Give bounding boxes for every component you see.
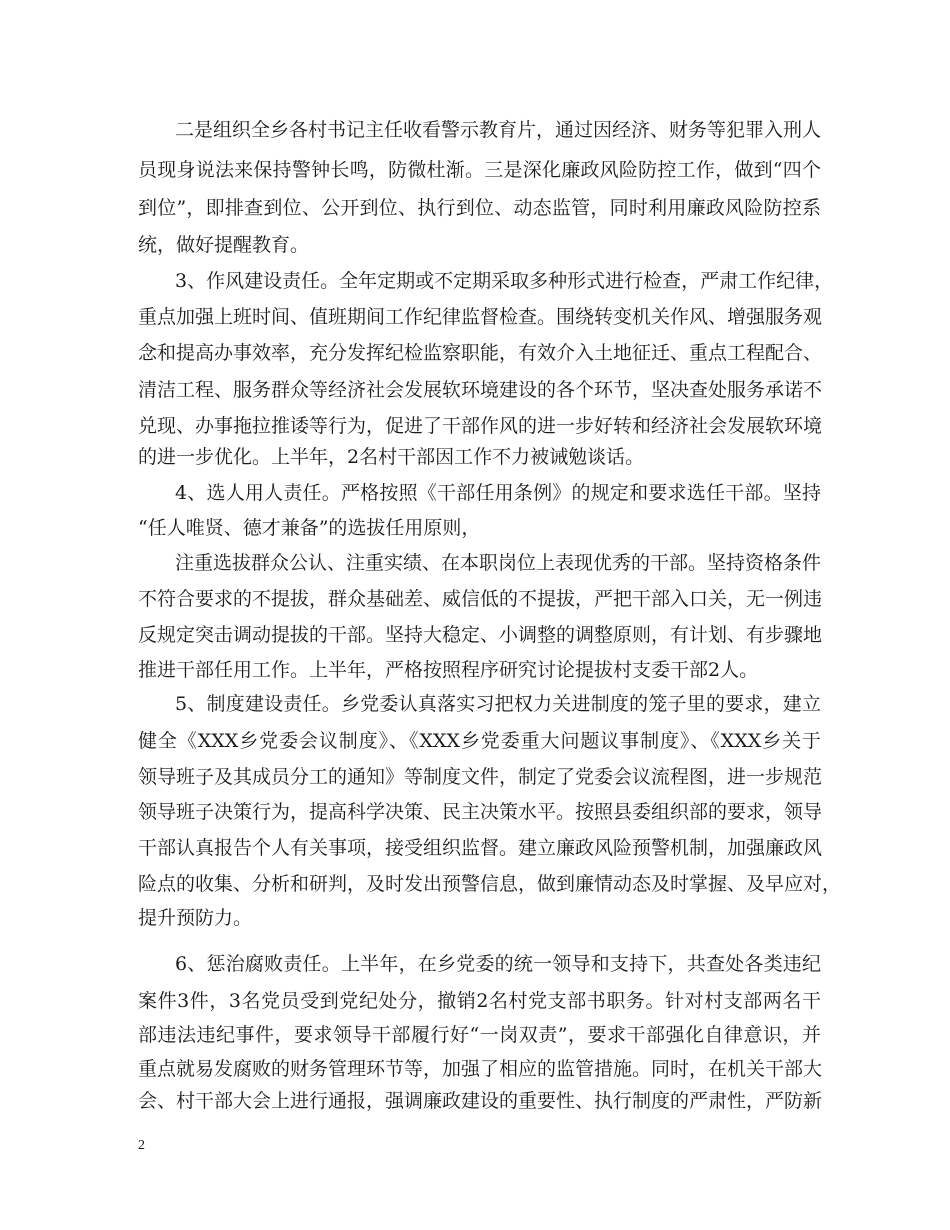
text-line <box>0 193 950 223</box>
text-line-content: 5、制度建设责任。乡党委认真落实习把权力关进制度的笼子里的要求，建立 <box>175 693 821 715</box>
text-line <box>0 584 950 614</box>
text-line <box>0 762 950 792</box>
text-line-content: 6、惩治腐败责任。上半年，在乡党委的统一领导和支持下，共查处各类违纪 <box>175 953 821 975</box>
text-line-content: 统，做好提醒教育。 <box>138 234 310 256</box>
text-line <box>0 442 950 472</box>
text-line <box>0 689 950 719</box>
text-line-content: 干部认真报告个人有关事项，接受组织监督。建立廉政风险预警机制，加强廉政风 <box>138 837 823 859</box>
text-line <box>0 302 950 332</box>
text-line-content: 不符合要求的不提拔，群众基础差、威信低的不提拔，严把干部入口关，无一例违 <box>138 588 823 610</box>
text-line-content: 提升预防力。 <box>138 907 253 929</box>
text-line <box>0 655 950 685</box>
text-line-content: 案件3件，3名党员受到党纪处分，撤销2名村党支部书职务。针对村支部两名干 <box>138 990 821 1012</box>
text-line-content: 4、选人用人责任。严格按照《干部任用条例》的规定和要求选任干部。坚持 <box>175 482 821 504</box>
text-line-content: 领导班子及其成员分工的通知》等制度文件，制定了党委会议流程图，进一步规范 <box>138 766 823 788</box>
text-line <box>0 338 950 368</box>
text-line-content: “任人唯贤、德才兼备”的选拔任用原则， <box>138 517 481 539</box>
text-line <box>0 620 950 650</box>
text-line-content: 清洁工程、服务群众等经济社会发展软环境建设的各个环节，坚决查处服务承诺不 <box>138 379 823 401</box>
text-line <box>0 1086 950 1116</box>
text-line <box>0 155 950 185</box>
text-line-content: 反规定突击调动提拔的干部。坚持大稳定、小调整的调整原则，有计划、有步骤地 <box>138 624 823 646</box>
text-line-content: 员现身说法来保持警钟长鸣，防微杜渐。三是深化廉政风险防控工作，做到“四个 <box>138 159 821 181</box>
text-line-content: 险点的收集、分析和研判，及时发出预警信息，做到廉情动态及时掌握、及早应对， <box>138 873 842 895</box>
text-line-content: 领导班子决策行为，提高科学决策、民主决策水平。按照县委组织部的要求，领导 <box>138 801 823 823</box>
text-line <box>0 548 950 578</box>
text-line-content: 3、作风建设责任。全年定期或不定期采取多种形式进行检查，严肃工作纪律， <box>175 270 834 292</box>
text-line <box>0 230 950 260</box>
text-line-content: 念和提高办事效率，充分发挥纪检监察职能，有效介入土地征迁、重点工程配合、 <box>138 342 823 364</box>
text-line-content: 注重选拔群众公认、注重实绩、在本职岗位上表现优秀的干部。坚持资格条件 <box>175 552 822 574</box>
text-line <box>0 375 950 405</box>
text-line <box>0 869 950 899</box>
text-line <box>0 115 950 145</box>
text-line <box>0 903 950 933</box>
text-line <box>0 949 950 979</box>
text-line <box>0 797 950 827</box>
text-line-content: 会、村干部大会上进行通报，强调廉政建设的重要性、执行制度的严肃性，严防新 <box>138 1090 823 1112</box>
text-line <box>0 833 950 863</box>
text-line <box>0 1020 950 1050</box>
text-line-content: 健全《XXX乡党委会议制度》、《XXX乡党委重大问题议事制度》、《XXX乡关于 <box>138 730 821 752</box>
text-line <box>0 986 950 1016</box>
text-line-content: 重点加强上班时间、值班期间工作纪律监督检查。围绕转变机关作风、增强服务观 <box>138 306 823 328</box>
text-line-content: 部违法违纪事件，要求领导干部履行好“一岗双责”，要求干部强化自律意识，并 <box>138 1024 821 1046</box>
text-line-content: 二是组织全乡各村书记主任收看警示教育片，通过因经济、财务等犯罪入刑人 <box>175 119 822 141</box>
text-line <box>0 266 950 296</box>
text-line <box>0 513 950 543</box>
text-line-content: 重点就易发腐败的财务管理环节等，加强了相应的监管措施。同时，在机关干部大 <box>138 1058 823 1080</box>
text-line <box>0 726 950 756</box>
text-line-content: 兑现、办事拖拉推诿等行为，促进了干部作风的进一步好转和经济社会发展软环境 <box>138 415 823 437</box>
text-line <box>0 478 950 508</box>
text-line <box>0 411 950 441</box>
text-line-content: 的进一步优化。上半年，2名村干部因工作不力被诫勉谈话。 <box>138 446 645 468</box>
text-line-content: 到位”，即排查到位、公开到位、执行到位、动态监管，同时利用廉政风险防控系 <box>138 197 821 219</box>
page-number: 2 <box>138 1138 145 1153</box>
text-line <box>0 1054 950 1084</box>
text-line-content: 推进干部任用工作。上半年，严格按照程序研究讨论提拔村支委干部2人。 <box>138 659 759 681</box>
